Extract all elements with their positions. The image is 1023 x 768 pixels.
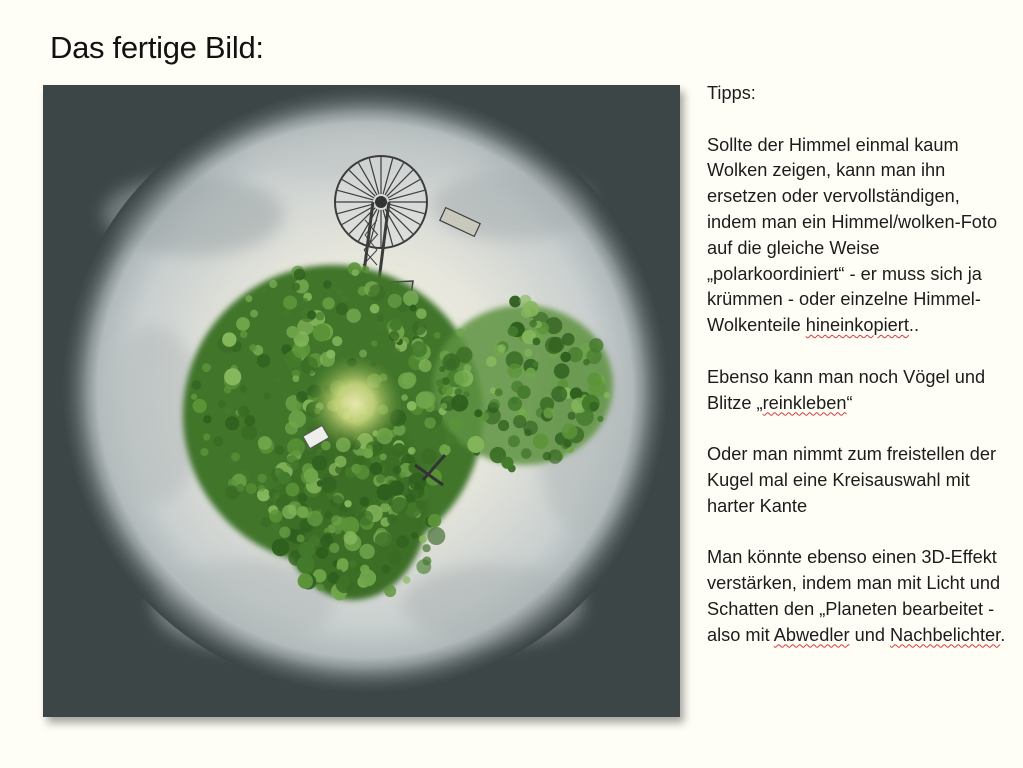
tip-3d-mid: und: [849, 624, 890, 645]
tip-birds-lightning: [707, 365, 1007, 417]
spellcheck-word: hineinkopiert: [805, 315, 909, 336]
tip-3d-effect: [707, 545, 1007, 648]
tips-panel: [707, 81, 1007, 674]
tip-birds-text: Ebenso kann man noch Vögel und Blitze „: [707, 366, 986, 413]
tip-3d-text: Man könnte ebenso einen 3D-Effekt verstärken, indem man mit Licht und Schatten den „Planeten bearbeitet - also mit: [707, 547, 1001, 645]
spellcheck-word: Nachbelichter: [890, 624, 1001, 645]
planet-photo: [43, 85, 680, 717]
tip-sky-replace: [707, 133, 1007, 339]
spellcheck-word: Abwedler: [773, 624, 850, 645]
tips-heading: Tipps:: [707, 83, 756, 103]
tip-birds-end: “: [846, 392, 853, 413]
spellcheck-word: reinkleben: [762, 392, 847, 413]
page-title: Das fertige Bild:: [50, 30, 264, 65]
tip-sky-end: ..: [908, 315, 919, 336]
tip-circle-selection: Oder man nimmt zum freistellen der Kugel mal eine Kreisauswahl mit harter Kante: [707, 444, 997, 516]
tip-3d-end: .: [1000, 624, 1006, 645]
tip-sky-text: Sollte der Himmel einmal kaum Wolken zeigen, kann man ihn ersetzen oder vervollständigen, indem man ein Himmel/wolken-Foto auf die gleiche Weise „polarkoordiniert“ - er muss sich ja krümmen - oder einzelne Himmel-Wolkenteile: [707, 134, 998, 336]
